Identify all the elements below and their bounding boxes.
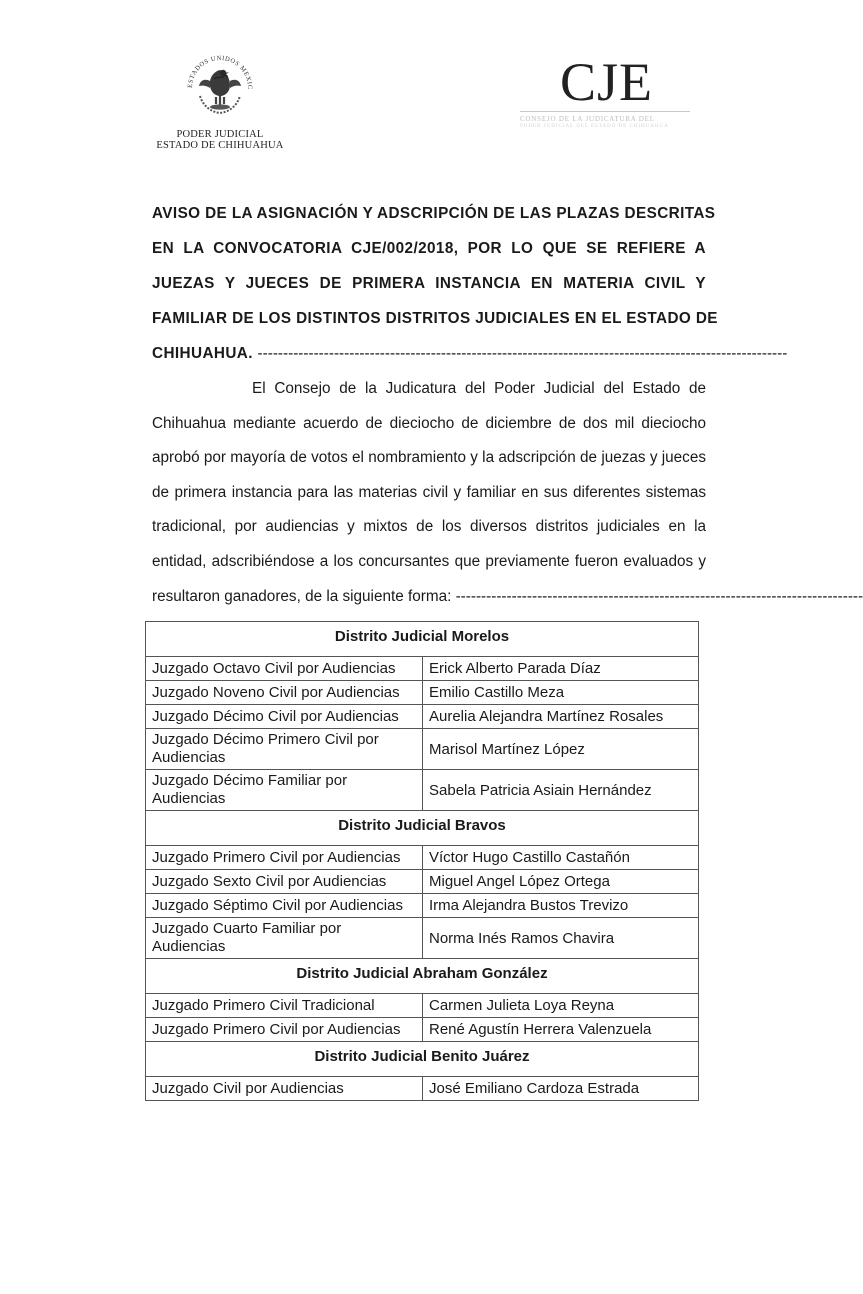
cje-subtitle: CONSEJO DE LA JUDICATURA DEL [520, 115, 655, 123]
table-row [146, 918, 699, 959]
assignment-table [145, 621, 699, 1101]
table-row [146, 657, 699, 681]
judge-cell: Erick Alberto Parada Díaz [423, 657, 699, 681]
cje-subtitle-2: PODER JUDICIAL DEL ESTADO DE CHIHUAHUA [520, 124, 669, 129]
judge-cell: Norma Inés Ramos Chavira [423, 918, 699, 959]
district-header-row [146, 1042, 699, 1077]
table-row [146, 729, 699, 770]
table-row [146, 870, 699, 894]
court-cell: Juzgado Décimo Familiar por Audiencias [146, 770, 423, 811]
district-header-row [146, 622, 699, 657]
notice-heading [152, 196, 788, 371]
heading-line-1: AVISO DE LA ASIGNACIÓN Y ADSCRIPCIÓN DE LAS PLAZAS DESCRITAS [152, 205, 716, 222]
table-row [146, 894, 699, 918]
judge-cell: Víctor Hugo Castillo Castañón [423, 846, 699, 870]
mexican-coat-of-arms-seal-icon [183, 48, 257, 124]
table-row [146, 1077, 699, 1101]
paragraph-line-2: Chihuahua mediante acuerdo de dieciocho de diciembre de dos mil dieciocho [152, 414, 706, 432]
paragraph-line-1: El Consejo de la Judicatura del Poder Judicial del Estado de [252, 380, 706, 397]
district-name: Distrito Judicial Bravos [146, 811, 699, 846]
cje-letterhead [520, 52, 700, 129]
heading-line-5-text: CHIHUAHUA. [152, 345, 253, 362]
seal-ring-text: ESTADOS UNIDOS MEXIC [186, 54, 254, 90]
district-name: Distrito Judicial Benito Juárez [146, 1042, 699, 1077]
judge-cell: Irma Alejandra Bustos Trevizo [423, 894, 699, 918]
court-cell: Juzgado Séptimo Civil por Audiencias [146, 894, 423, 918]
heading-line-2: EN LA CONVOCATORIA CJE/002/2018, POR LO QUE SE REFIERE A [152, 240, 706, 257]
judge-cell: René Agustín Herrera Valenzuela [423, 1018, 699, 1042]
paragraph-line-3: aprobó por mayoría de votos el nombramiento y la adscripción de juezas y jueces [152, 449, 706, 467]
court-cell: Juzgado Décimo Primero Civil por Audiencias [146, 729, 423, 770]
seal-line-1: PODER JUDICIAL [176, 129, 264, 140]
heading-line-5 [152, 336, 788, 371]
poder-judicial-letterhead [145, 48, 295, 151]
paragraph-line-4: de primera instancia para las materias civil y familiar en sus diferentes sistemas [152, 483, 706, 501]
court-cell: Juzgado Cuarto Familiar por Audiencias [146, 918, 423, 959]
judge-cell: Marisol Martínez López [423, 729, 699, 770]
notice-paragraph [152, 372, 863, 614]
court-cell: Juzgado Noveno Civil por Audiencias [146, 681, 423, 705]
court-cell: Juzgado Octavo Civil por Audiencias [146, 657, 423, 681]
judge-cell: Emilio Castillo Meza [423, 681, 699, 705]
district-name: Distrito Judicial Abraham González [146, 959, 699, 994]
district-header-row [146, 811, 699, 846]
court-cell: Juzgado Décimo Civil por Audiencias [146, 705, 423, 729]
judge-cell: Carmen Julieta Loya Reyna [423, 994, 699, 1018]
district-header-row [146, 959, 699, 994]
table-row [146, 846, 699, 870]
paragraph-dash-filler: -------------------------------------------------------------------------------- [455, 587, 863, 605]
heading-dash-filler: -------------------------------------------------------------------------------------------------------- [257, 345, 788, 362]
court-cell: Juzgado Primero Civil por Audiencias [146, 1018, 423, 1042]
paragraph-line-6: entidad, adscribiéndose a los concursantes que previamente fueron evaluados y [152, 552, 706, 570]
table-row [146, 994, 699, 1018]
judge-cell: Miguel Angel López Ortega [423, 870, 699, 894]
cje-logo: CJE [560, 52, 654, 112]
paragraph-line-7 [152, 580, 863, 615]
heading-line-3: JUEZAS Y JUECES DE PRIMERA INSTANCIA EN MATERIA CIVIL Y [152, 275, 706, 292]
paragraph-line-7-text: resultaron ganadores, de la siguiente forma: [152, 587, 452, 605]
heading-line-4: FAMILIAR DE LOS DISTINTOS DISTRITOS JUDICIALES EN EL ESTADO DE [152, 310, 718, 327]
table-row [146, 770, 699, 811]
court-cell: Juzgado Sexto Civil por Audiencias [146, 870, 423, 894]
table-row [146, 705, 699, 729]
court-cell: Juzgado Primero Civil Tradicional [146, 994, 423, 1018]
judge-cell: Sabela Patricia Asiain Hernández [423, 770, 699, 811]
court-cell: Juzgado Civil por Audiencias [146, 1077, 423, 1101]
table-row [146, 1018, 699, 1042]
district-name: Distrito Judicial Morelos [146, 622, 699, 657]
seal-line-2: ESTADO DE CHIHUAHUA [156, 140, 284, 151]
judge-cell: José Emiliano Cardoza Estrada [423, 1077, 699, 1101]
judge-cell: Aurelia Alejandra Martínez Rosales [423, 705, 699, 729]
paragraph-line-5: tradicional, por audiencias y mixtos de los diversos distritos judiciales en la [152, 518, 706, 536]
court-cell: Juzgado Primero Civil por Audiencias [146, 846, 423, 870]
table-row [146, 681, 699, 705]
